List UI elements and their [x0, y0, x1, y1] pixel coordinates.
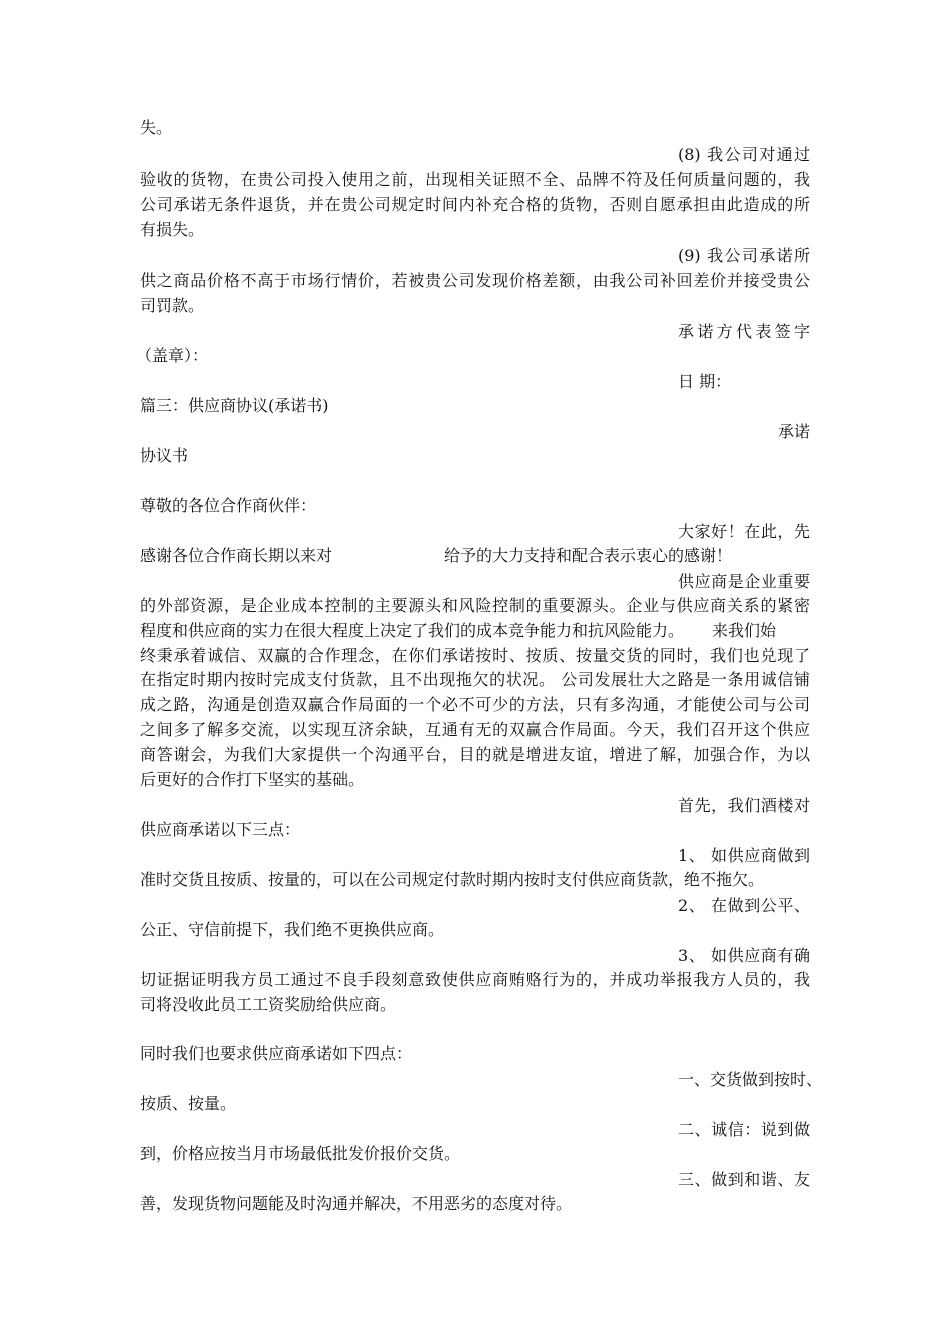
text-line: 公司承诺无条件退货，并在贵公司规定时间内补充合格的货物，否则自愿承担由此造成的所 [140, 195, 810, 214]
seal-label: （盖章）： [136, 346, 209, 365]
title-part-2: 协议书 [140, 446, 189, 465]
list-item-heading: 3、 如供应商有确 [678, 946, 810, 965]
text-line: 验收的货物，在贵公司投入使用之前，出现相关证照不全、品牌不符及任何质量问题的，我 [140, 170, 810, 189]
text-segment: 给予的大力支持和配合表示衷心的感谢！ [444, 546, 733, 565]
text-line: 的外部资源，是企业成本控制的主要源头和风险控制的重要源头。企业与供应商关系的紧密 [140, 596, 810, 615]
text-line: 按质、按量。 [140, 1094, 237, 1113]
text-line: 供之商品价格不高于市场行情价，若被贵公司发现价格差额，由我公司补回差价并接受贵公 [140, 271, 810, 290]
list-item-heading: 三、做到和谐、友 [678, 1170, 810, 1189]
text-line: 大家好！在此，先 [678, 522, 810, 541]
text-line: 司将没收此员工工资奖励给供应商。 [140, 995, 397, 1014]
text-line: 后更好的合作打下坚实的基础。 [140, 770, 365, 789]
date-label: 日 期： [678, 372, 732, 391]
section-title: 篇三：供应商协议(承诺书) [140, 396, 329, 415]
text-line: 到，价格应按当月市场最低批发价报价交货。 [140, 1144, 461, 1163]
clause-9-heading: (9) 我公司承诺所 [678, 246, 810, 265]
list-item-heading: 一、交货做到按时、 [678, 1070, 823, 1089]
text-line: 成之路，沟通是创造双赢合作局面的一个必不可少的方法，只有多沟通，才能使公司与公司 [140, 695, 810, 714]
list-item-heading: 2、 在做到公平、 [678, 896, 810, 915]
signature-label: 承诺方代表签字 [678, 322, 810, 341]
text-line [140, 546, 810, 566]
list-item-heading: 1、 如供应商做到 [678, 846, 810, 865]
text-line: 有损失。 [140, 220, 205, 239]
text-line [140, 621, 810, 641]
text-line: 公正、守信前提下，我们绝不更换供应商。 [140, 920, 445, 939]
list-item-heading: 二、诚信：说到做 [678, 1120, 810, 1139]
text-line: 在指定时期内按时完成支付货款，且不出现拖欠的状况。 公司发展壮大之路是一条用诚信铺 [140, 670, 810, 689]
text-line: 切证据证明我方员工通过不良手段刻意致使供应商贿赂行为的，并成功举报我方人员的，我 [140, 970, 810, 989]
text-line: 准时交货且按质、按量的，可以在公司规定付款时期内按时支付供应商货款，绝不拖欠。 [140, 870, 765, 889]
text-line: 供应商承诺以下三点： [140, 820, 301, 839]
text-segment: 程度和供应商的实力在很大程度上决定了我们的成本竞争能力和抗风险能力。 [140, 621, 685, 640]
text-segment: 来我们始 [712, 621, 777, 640]
text-line: 首先，我们酒楼对 [678, 796, 810, 815]
salutation: 尊敬的各位合作商伙伴： [140, 496, 317, 515]
text-line: 司罚款。 [140, 296, 205, 315]
text-line: 之间多了解多交流，以实现互济余缺，互通有无的双赢合作局面。今天，我们召开这个供应 [140, 720, 810, 739]
text-line: 失。 [140, 118, 173, 137]
text-line: 终秉承着诚信、双赢的合作理念，在你们承诺按时、按质、按量交货的同时，我们也兑现了 [140, 646, 810, 665]
text-line: 供应商是企业重要 [678, 572, 810, 591]
clause-8-heading: (8) 我公司对通过 [678, 145, 810, 164]
text-line: 同时我们也要求供应商承诺如下四点： [140, 1044, 413, 1063]
text-segment: 感谢各位合作商长期以来对 [140, 546, 333, 565]
text-line: 商答谢会，为我们大家提供一个沟通平台，目的就是增进友谊，增进了解，加强合作，为以 [140, 745, 810, 764]
title-part-1: 承诺 [778, 422, 811, 441]
text-line: 善，发现货物问题能及时沟通并解决，不用恶劣的态度对待。 [140, 1194, 573, 1213]
